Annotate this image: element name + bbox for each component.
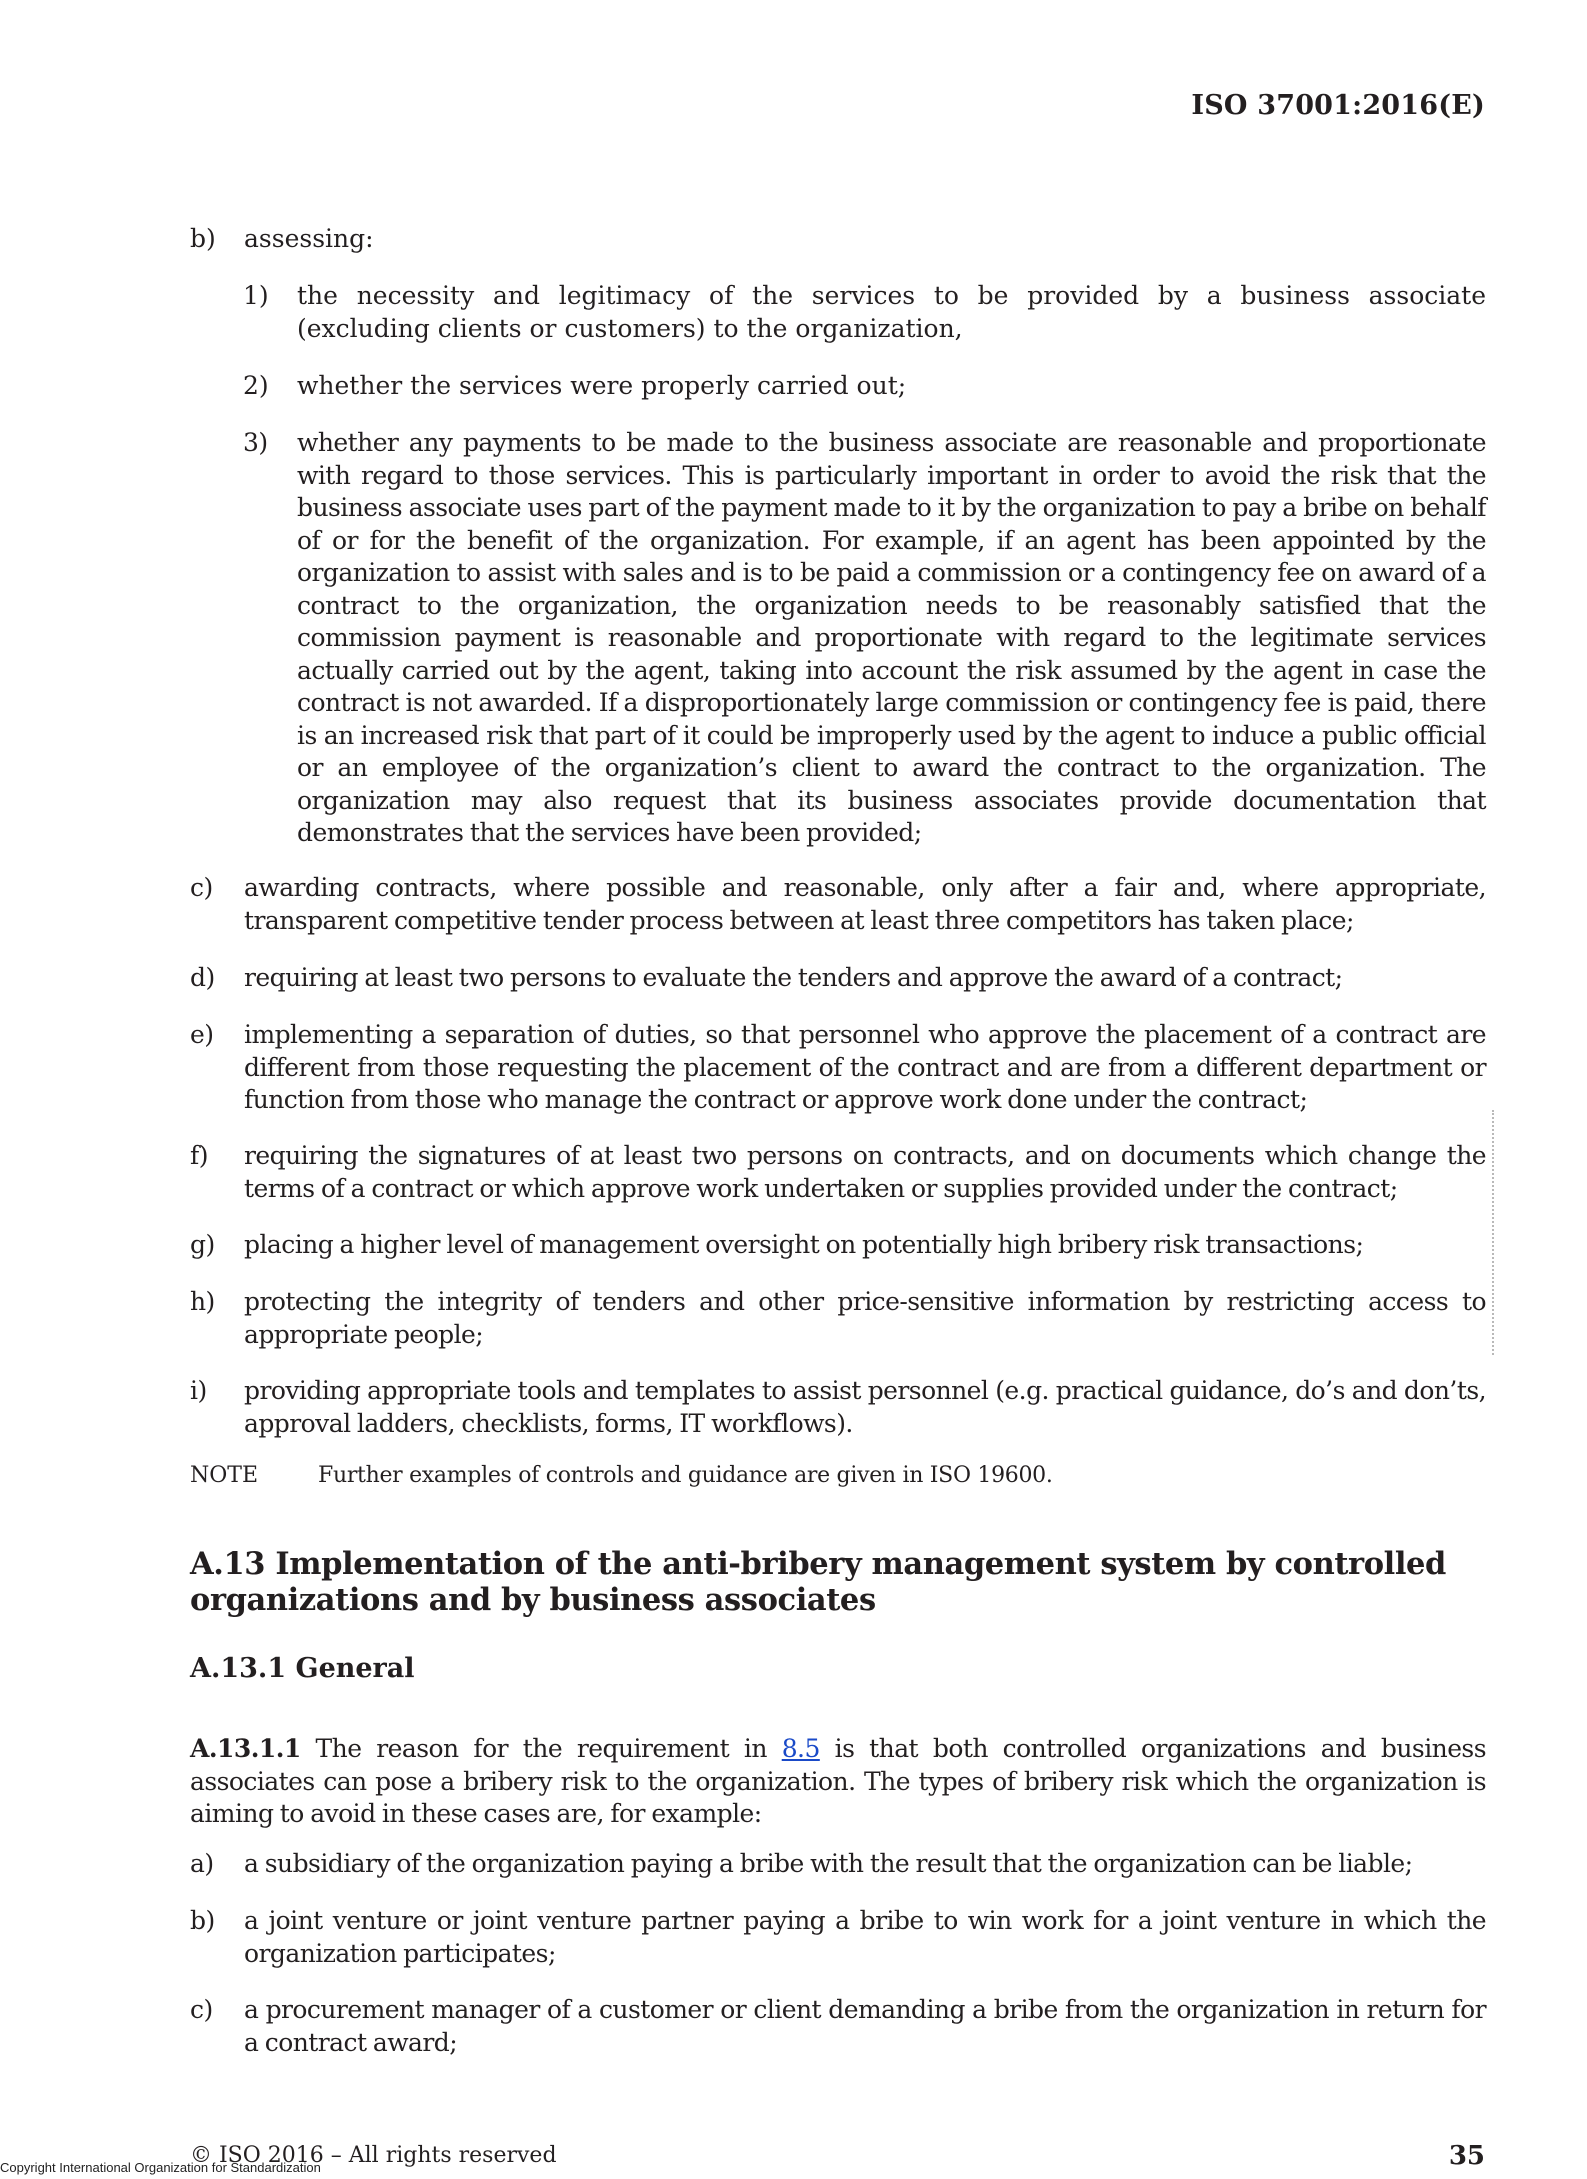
note-label: NOTE — [190, 1463, 259, 1488]
list-item-e — [190, 1019, 1486, 1117]
list-text: protecting the integrity of tenders and other price-sensitive information by restricting access to appropriate people; — [244, 1287, 1486, 1349]
list-label: a) — [190, 1849, 214, 1878]
change-bar-marker — [1492, 1110, 1494, 1355]
section-heading: A.13 Implementation of the anti-bribery management system by controlled organizations and by business associates — [190, 1546, 1446, 1618]
list-item-i — [190, 1375, 1486, 1440]
list-item-b — [190, 223, 1486, 256]
risk-item-c — [190, 1994, 1486, 2059]
clause-paragraph — [190, 1733, 1486, 1831]
sub-label: 1) — [243, 281, 269, 310]
list-text: a procurement manager of a customer or client demanding a bribe from the organization in return for a contract award; — [244, 1995, 1486, 2057]
sub-item-3 — [243, 427, 1486, 850]
list-label: c) — [190, 873, 213, 902]
list-label: g) — [190, 1230, 215, 1259]
clause-text-before: The reason for the requirement in — [300, 1734, 782, 1763]
sub-text: whether any payments to be made to the business associate are reasonable and proportionate with regard to those services. This is particularly important in order to avoid the risk that the business associate uses part of the payment made to it by the organization to pay a bribe on behalf of or for the benefit of the organization. For example, if an agent has been appointed by the organization to assist with sales and is to be paid a commission or a contingency fee on award of a contract to the organization, the organization needs to be reasonably satisfied that the commission payment is reasonable and proportionate with regard to the legitimate services actually carried out by the agent, taking into account the risk assumed by the agent in case the contract is not awarded. If a disproportionately large commission or contingency fee is paid, there is an increased risk that part of it could be improperly used by the agent to induce a public official or an employee of the organization’s client to award the contract to the organization. The organization may also request that its business associates provide documentation that demonstrates that the services have been provided; — [297, 428, 1486, 847]
list-label: i) — [190, 1376, 207, 1405]
document-id-header: ISO 37001:2016(E) — [1191, 90, 1485, 121]
list-item-h — [190, 1286, 1486, 1351]
sub-label: 2) — [243, 371, 269, 400]
list-label: d) — [190, 963, 215, 992]
clause-number: A.13.1.1 — [190, 1734, 301, 1763]
clause-link-8-5[interactable]: 8.5 — [781, 1734, 820, 1763]
list-text: a joint venture or joint venture partner paying a bribe to win work for a joint venture in which the organization participates; — [244, 1906, 1486, 1968]
clause-text-after: is that both controlled organizations and business associates can pose a bribery risk to the organization. The types of bribery risk which the organization is aiming to avoid in these cases are, for example: — [190, 1734, 1486, 1828]
list-text: implementing a separation of duties, so that personnel who approve the placement of a contract are different from those requesting the placement of the contract and are from a different department or function from those who manage the contract or approve work done under the contract; — [244, 1020, 1486, 1114]
list-label: b) — [190, 1906, 215, 1935]
sub-item-1 — [243, 280, 1486, 345]
page-number: 35 — [1448, 2141, 1485, 2171]
note-text: Further examples of controls and guidance are given in ISO 19600. — [318, 1463, 1053, 1488]
list-item-f — [190, 1140, 1486, 1205]
list-text: awarding contracts, where possible and reasonable, only after a fair and, where appropriate, transparent competitive tender process between at least three competitors has taken place; — [244, 873, 1486, 935]
list-text: requiring at least two persons to evaluate the tenders and approve the award of a contract; — [244, 963, 1343, 992]
risk-item-b — [190, 1905, 1486, 1970]
sub-text: the necessity and legitimacy of the services to be provided by a business associate (excluding clients or customers) to the organization, — [297, 281, 1486, 343]
list-text: requiring the signatures of at least two persons on contracts, and on documents which change the terms of a contract or which approve work undertaken or supplies provided under the contract; — [244, 1141, 1486, 1203]
list-item-c — [190, 872, 1486, 937]
subsection-heading: A.13.1 General — [190, 1653, 415, 1684]
list-item-d — [190, 962, 1486, 995]
list-label: f) — [190, 1141, 208, 1170]
list-text: placing a higher level of management oversight on potentially high bribery risk transactions; — [244, 1230, 1364, 1259]
list-text: providing appropriate tools and templates to assist personnel (e.g. practical guidance, do’s and don’ts, approval ladders, checklists, forms, IT workflows). — [244, 1376, 1486, 1438]
list-text: a subsidiary of the organization paying a bribe with the result that the organization can be liable; — [244, 1849, 1413, 1878]
list-label: e) — [190, 1020, 214, 1049]
list-label: b) — [190, 224, 216, 253]
list-label: h) — [190, 1287, 215, 1316]
list-item-g — [190, 1229, 1486, 1262]
sub-item-2 — [243, 370, 1486, 403]
risk-item-a — [190, 1848, 1486, 1881]
sub-text: whether the services were properly carried out; — [297, 371, 907, 400]
sub-label: 3) — [243, 428, 268, 457]
list-label: c) — [190, 1995, 213, 2024]
copyright-stamp: Copyright International Organization for Standardization — [0, 2160, 321, 2175]
footer-rights: © ISO 2016 – All rights reserved — [190, 2143, 557, 2168]
list-text: assessing: — [244, 224, 374, 253]
